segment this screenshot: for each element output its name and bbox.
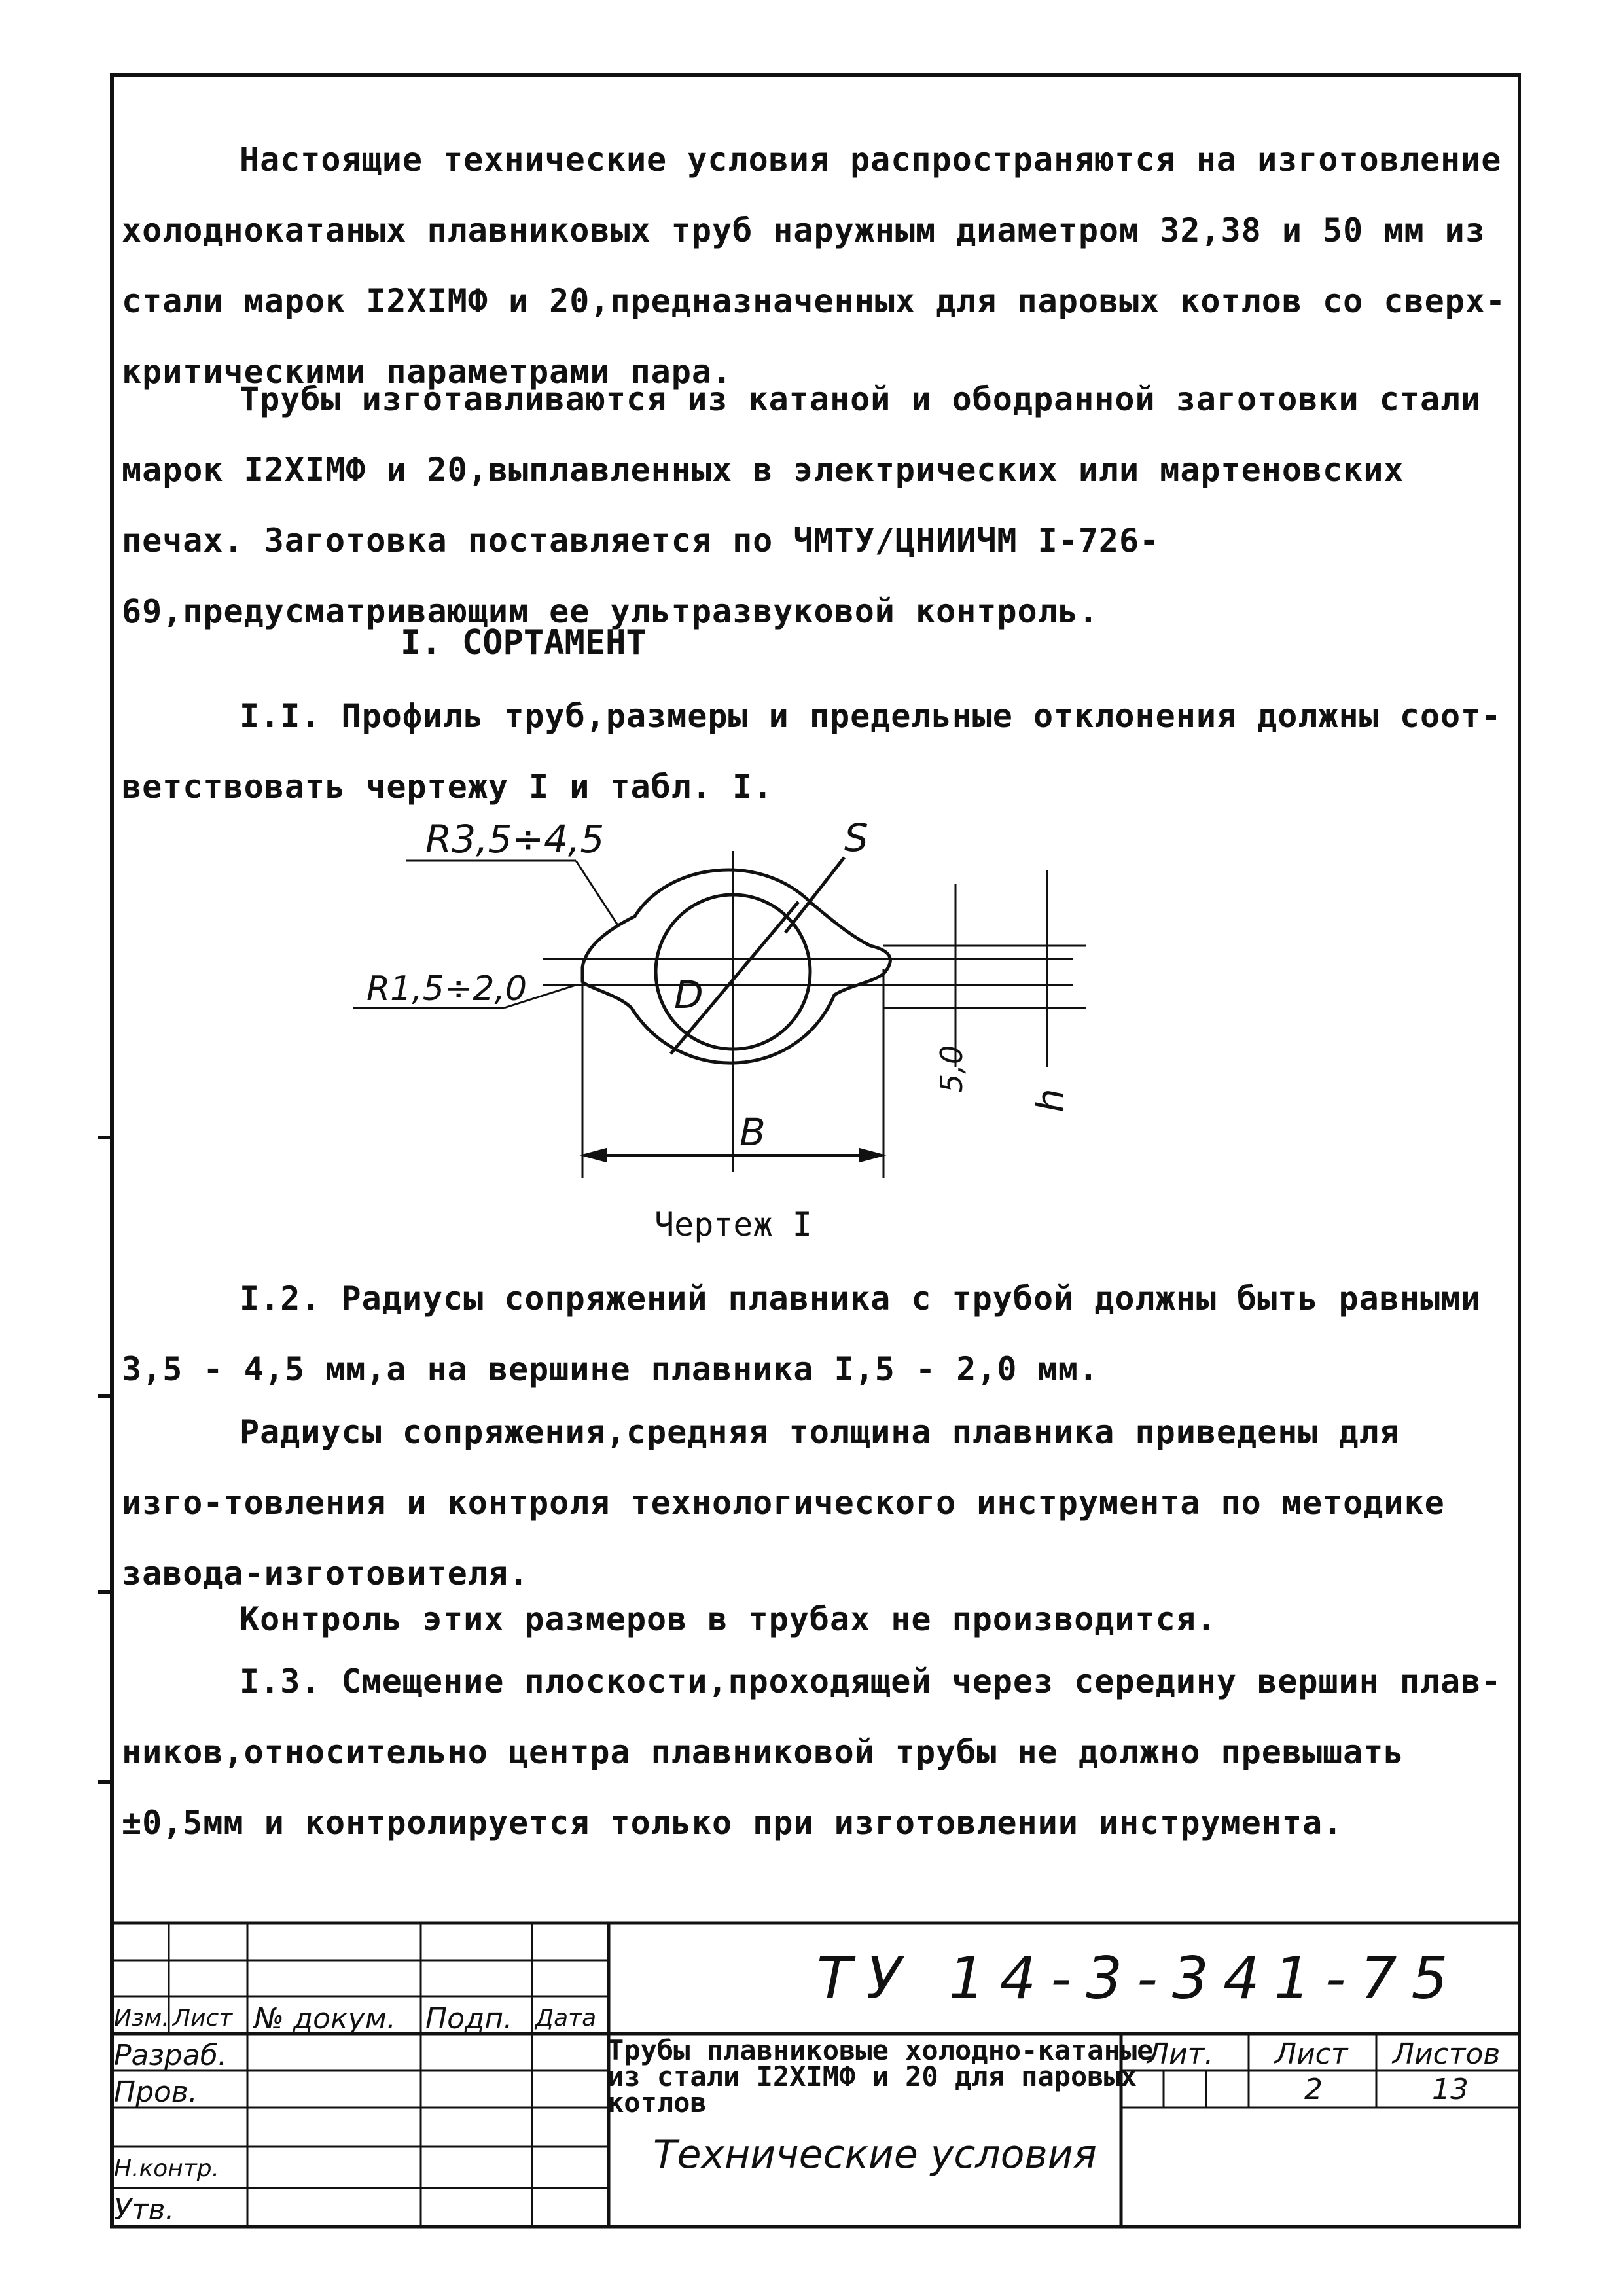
figure-caption: Чертеж I: [654, 1206, 812, 1244]
section-heading: I. СОРТАМЕНТ: [401, 623, 647, 662]
tip-radius-label: R1,5÷2,0: [366, 969, 527, 1009]
row-checked: Пров.: [114, 2075, 198, 2109]
clause-1-3: I.3. Смещение плоскости,проходящей через середину вершин плав-ников,относительно центра плавниковой трубы не должно превышать ±0,5мм и контролируется только при изготовлении инструмента.: [122, 1662, 1502, 1842]
outer-radius-label: R3,5÷4,5: [425, 817, 605, 861]
col-signature: Подп.: [425, 2002, 513, 2036]
col-izm: Изм.: [114, 2005, 169, 2032]
row-norm-control: Н.контр.: [114, 2155, 220, 2182]
col-date: Дата: [535, 2005, 597, 2032]
fin-tube-drawing: [327, 805, 1113, 1200]
control-paragraph: Контроль этих размеров в трубах не производится.: [240, 1600, 1217, 1638]
margin-tick: [98, 1590, 113, 1594]
document-code: ТУ 14-3-341-75: [817, 1945, 1463, 2012]
clause-1-1: I.I. Профиль труб,размеры и предельные отклонения должны соот-ветствовать чертежу I и табл. I.: [122, 697, 1502, 806]
product-title: Трубы плавниковые холодно-катаные из стали I2XIМФ и 20 для паровых котлов: [607, 2034, 1154, 2119]
document-kind: Технические условия: [653, 2132, 1097, 2178]
margin-tick: [98, 1136, 113, 1139]
col-list: Лист: [173, 2005, 233, 2032]
clause-1-2: I.2. Радиусы сопряжений плавника с трубой должны быть равными 3,5 - 4,5 мм,а на вершине плавника I,5 - 2,0 мм.: [122, 1280, 1482, 1388]
wall-thickness-label: S: [844, 816, 868, 860]
sheet-number: 2: [1304, 2073, 1323, 2106]
diameter-label: D: [674, 973, 704, 1017]
col-doc-number: № докум.: [254, 2002, 396, 2036]
row-approved: Утв.: [114, 2193, 175, 2227]
radii-paragraph: Радиусы сопряжения,средняя толщина плавника приведены для изго-товления и контроля технологического инструмента по методике завода-изготовителя.: [122, 1413, 1445, 1592]
margin-tick: [98, 1780, 113, 1784]
hdr-sheets: Листов: [1393, 2037, 1501, 2071]
width-label: B: [740, 1110, 766, 1155]
margin-tick: [98, 1394, 113, 1398]
intro-paragraph-2: Трубы изготавливаются из катаной и ободранной заготовки стали марок I2XIМФ и 20,выплавленных в электрических или мартеновских печах. Заготовка поставляется по ЧМТУ/ЦНИИЧМ I-726-69,предусматривающим ее ультразвуковой контроль.: [122, 380, 1482, 630]
title-block: [110, 1921, 1521, 2229]
hdr-letter: Лит.: [1147, 2037, 1214, 2071]
fin-thickness-label: 5,0: [934, 1045, 969, 1093]
sheets-total: 13: [1432, 2073, 1469, 2106]
height-label: h: [1028, 1088, 1073, 1113]
hdr-sheet: Лист: [1275, 2037, 1348, 2071]
intro-paragraph-1: Настоящие технические условия распространяются на изготовление холоднокатаных плавниковых труб наружным диаметром 32,38 и 50 мм из стали марок I2XIМФ и 20,предназначенных для паровых котлов со сверх-критическими параметрами пара.: [122, 141, 1506, 391]
row-developed: Разраб.: [114, 2039, 227, 2072]
